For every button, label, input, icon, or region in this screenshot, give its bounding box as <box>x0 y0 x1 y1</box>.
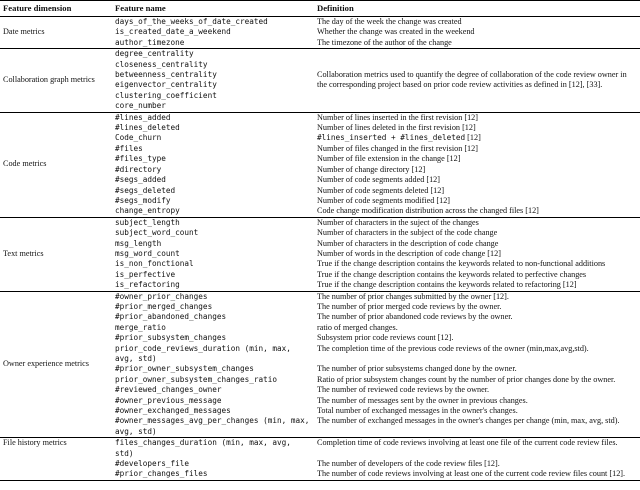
group-text-metrics <box>0 217 640 291</box>
feature-name-cell: #lines_added <box>115 112 171 122</box>
feature-name-cell: eigenvector_centrality <box>115 80 217 90</box>
table-row <box>0 217 640 228</box>
feature-name-cell: #files <box>115 143 143 153</box>
definition-cell: The number of developers of the code review files [12]. <box>317 459 500 469</box>
definition-cell: Whether the change was created in the weekend <box>317 27 475 37</box>
table-row <box>0 49 640 60</box>
definition-cell: Number of words in the description of code change [12] <box>317 248 501 258</box>
feature-name-cell: merge_ratio <box>115 322 166 332</box>
table-row <box>0 438 640 459</box>
definition-cell: The number of prior abandoned code reviews by the owner. <box>317 312 513 322</box>
feature-name-cell: days_of_the_weeks_of_date_created <box>115 17 268 26</box>
definition-cell: The number of prior changes submitted by the owner [12]. <box>317 291 509 301</box>
feature-name-cell: #owner_previous_message <box>115 395 222 405</box>
definition-cell: ratio of merged changes. <box>317 322 398 332</box>
definition-cell: Number of characters in the description of code change <box>317 238 499 248</box>
feature-name-cell: prior_owner_subsystem_changes_ratio <box>115 374 277 384</box>
feature-name-cell: betweenness_centrality <box>115 70 217 80</box>
feature-name-cell: files_changes_duration (min, max, avg, std) <box>115 438 291 458</box>
definition-cell: Number of lines deleted in the first revision [12] <box>317 123 476 133</box>
feature-dimension-label: File history metrics <box>3 438 67 448</box>
definition-mono-fragment: #lines_inserted + #lines_deleted <box>317 133 466 143</box>
feature-name-cell: #prior_abandoned_changes <box>115 312 227 322</box>
definition-cell: The timezone of the author of the change <box>317 37 452 47</box>
feature-name-cell: Code_churn <box>115 133 162 143</box>
feature-name-cell: #directory <box>115 164 162 174</box>
definition-cell: Number of code segments added [12] <box>317 175 441 185</box>
definition-cell: The number of exchanged messages in the owner's changes per change (min, max, avg, std). <box>317 416 620 426</box>
feature-name-cell: #reviewed_changes_owner <box>115 385 222 395</box>
definition-cell: Number of code segments modified [12] <box>317 195 451 205</box>
definition-cell: The day of the week the change was created <box>317 17 462 26</box>
feature-name-cell: #lines_deleted <box>115 123 180 133</box>
feature-name-cell: core_number <box>115 101 166 111</box>
group-date-metrics <box>0 17 640 49</box>
definition-cell: The number of messages sent by the owner in previous changes. <box>317 395 528 405</box>
group-file-history-metrics <box>0 438 640 481</box>
table-header <box>0 1 640 17</box>
table-row <box>0 291 640 302</box>
table-row <box>0 17 640 28</box>
group-owner-experience-metrics <box>0 291 640 438</box>
definition-cell: Code change modification distribution across the changed files [12] <box>317 206 539 216</box>
feature-dimension-label: Collaboration graph metrics <box>3 75 95 85</box>
definition-cell: True if the change description contains the keywords related to perfective changes <box>317 269 587 279</box>
definition-cell-merged: Collaboration metrics used to quantify the degree of collaboration of the code review owner in the corresponding project based on prior code review activities as defined in [12], [33]. <box>317 70 627 90</box>
feature-name-cell: subject_length <box>115 217 180 227</box>
feature-name-cell: #prior_subsystem_changes <box>115 333 227 343</box>
feature-name-cell: msg_word_count <box>115 248 180 258</box>
feature-name-cell: is_created_date_a_weekend <box>115 27 231 37</box>
feature-name-cell: #segs_added <box>115 175 166 185</box>
feature-name-cell: degree_centrality <box>115 49 194 59</box>
group-code-metrics <box>0 112 640 217</box>
header-row <box>0 1 640 17</box>
feature-name-cell: #prior_changes_files <box>115 469 208 479</box>
definition-cell: Completion time of code reviews involving at least one file of the current code review files. <box>317 438 618 448</box>
definition-cell: Number of characters in the suject of the changes <box>317 217 479 227</box>
header-feature-dimension: Feature dimension <box>0 1 112 17</box>
feature-dimension-label: Text metrics <box>3 248 44 258</box>
header-definition: Definition <box>314 1 640 17</box>
table-row <box>0 112 640 123</box>
feature-name-cell: change_entropy <box>115 206 180 216</box>
feature-name-cell: #prior_merged_changes <box>115 301 213 311</box>
feature-name-cell: #segs_deleted <box>115 185 176 195</box>
definition-cell: The completion time of the previous code reviews of the owner (min,max,avg,std). <box>317 343 589 353</box>
feature-name-cell: #owner_prior_changes <box>115 291 208 301</box>
definition-cell: The number of reviewed code reviews by the owner. <box>317 385 490 395</box>
definition-text-fragment: [12] <box>465 133 481 143</box>
definition-cell: Total number of exchanged messages in the owner's changes. <box>317 406 518 416</box>
feature-name-cell: author_timezone <box>115 37 185 47</box>
definition-cell: Number of lines inserted in the first revision [12] <box>317 112 478 122</box>
definition-cell: Ratio of prior subsystem changes count by the number of prior changes done by the owner. <box>317 374 616 384</box>
feature-name-cell: is_refactoring <box>115 280 180 290</box>
definition-cell: The number of prior subsystems changed done by the owner. <box>317 364 517 374</box>
header-feature-name: Feature name <box>112 1 314 17</box>
feature-name-cell: #prior_owner_subsystem_changes <box>115 364 254 374</box>
feature-dimension-label: Owner experience metrics <box>3 359 89 369</box>
feature-name-cell: closeness_centrality <box>115 59 208 69</box>
definition-cell: Number of characters in the subject of the code change <box>317 228 498 238</box>
feature-dimension-label: Code metrics <box>3 159 47 169</box>
feature-name-cell: is_non_fonctional <box>115 259 194 269</box>
definition-cell: The number of code reviews involving at least one of the current code review files count [12]. <box>317 469 626 479</box>
feature-name-cell: #owner_exchanged_messages <box>115 406 231 416</box>
definition-cell: Subsystem prior code reviews count [12]. <box>317 333 454 343</box>
definition-cell: Number of files changed in the first revision [12] <box>317 143 478 153</box>
feature-name-cell: #owner_messages_avg_per_changes (min, max, avg, std) <box>115 416 310 436</box>
feature-name-cell: prior_code_reviews_duration (min, max, avg, std) <box>115 343 291 363</box>
feature-name-cell: #files_type <box>115 154 166 164</box>
feature-name-cell: #developers_file <box>115 459 190 469</box>
definition-cell: True if the change description contains the keywords related to refactoring [12] <box>317 280 577 290</box>
definition-cell: The number of prior merged code reviews by the owner. <box>317 301 502 311</box>
feature-dimension-label: Date metrics <box>3 27 45 37</box>
feature-name-cell: is_perfective <box>115 269 176 279</box>
definition-cell: Number of code segments deleted [12] <box>317 185 445 195</box>
definition-cell: Number of change directory [12] <box>317 164 426 174</box>
feature-name-cell: msg_length <box>115 238 162 248</box>
feature-name-cell: clustering_coefficient <box>115 90 217 100</box>
feature-name-cell: subject_word_count <box>115 228 199 238</box>
feature-name-cell: #segs_modify <box>115 195 171 205</box>
definition-cell: True if the change description contains the keywords related to non-functional additions <box>317 259 606 269</box>
group-collaboration-graph-metrics <box>0 49 640 112</box>
definition-cell <box>314 133 640 143</box>
definition-cell: Number of file extension in the change [12] <box>317 154 461 164</box>
